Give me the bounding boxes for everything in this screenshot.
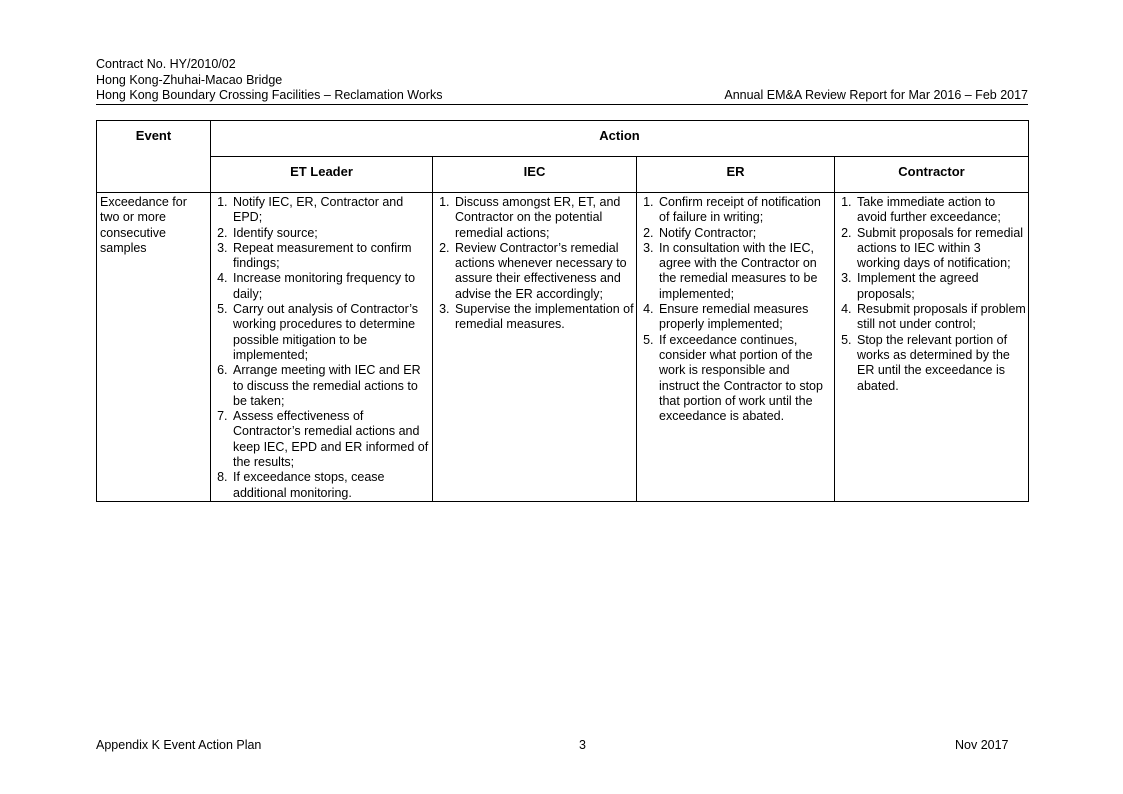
report-title: Annual EM&A Review Report for Mar 2016 – Feb 2017 [724, 88, 1028, 102]
table-header-row [97, 121, 1029, 157]
er-list [637, 193, 834, 424]
iec-list [433, 193, 636, 333]
list-item: 2. Submit proposals for remedial actions to IEC within 3 working days of notification; [855, 226, 1026, 272]
list-item: 5. If exceedance continues, consider what portion of the work is responsible and instruct the Contractor to stop that portion of work until the exceedance is abated. [657, 333, 832, 425]
list-item: 3. Implement the agreed proposals; [855, 271, 1026, 302]
list-item: 3. Repeat measurement to confirm findings; [231, 241, 430, 272]
project-name: Hong Kong-Zhuhai-Macao Bridge [96, 72, 283, 87]
contractor-list [835, 193, 1028, 394]
works-name: Hong Kong Boundary Crossing Facilities – Reclamation Works [96, 88, 443, 102]
list-item: 4. Ensure remedial measures properly implemented; [657, 302, 832, 333]
table-row [97, 193, 1029, 502]
table-subheader-row [97, 157, 1029, 193]
list-item: 2. Notify Contractor; [657, 226, 832, 241]
list-item: 6. Arrange meeting with IEC and ER to discuss the remedial actions to be taken; [231, 363, 430, 409]
iec-actions [433, 193, 637, 502]
et-leader-actions [211, 193, 433, 502]
list-item: 8. If exceedance stops, cease additional monitoring. [231, 470, 430, 501]
event-cell: Exceedance for two or more consecutive samples [97, 193, 211, 502]
header-divider [96, 104, 1028, 105]
list-item: 1. Take immediate action to avoid further exceedance; [855, 195, 1026, 226]
list-item: 4. Resubmit proposals if problem still not under control; [855, 302, 1026, 333]
er-header: ER [637, 157, 835, 193]
action-column-header: Action [211, 121, 1029, 157]
event-action-table [96, 120, 1029, 502]
page-header [96, 57, 1028, 104]
et-leader-list [211, 193, 432, 501]
event-column-header: Event [97, 121, 211, 193]
list-item: 1. Confirm receipt of notification of failure in writing; [657, 195, 832, 226]
iec-header: IEC [433, 157, 637, 193]
footer-date: Nov 2017 [955, 738, 1009, 752]
contractor-header: Contractor [835, 157, 1029, 193]
list-item: 1. Notify IEC, ER, Contractor and EPD; [231, 195, 430, 226]
list-item: 3. Supervise the implementation of remedial measures. [453, 302, 634, 333]
contract-number: Contract No. HY/2010/02 [96, 57, 236, 71]
list-item: 4. Increase monitoring frequency to daily; [231, 271, 430, 302]
list-item: 5. Carry out analysis of Contractor’s working procedures to determine possible mitigation to be implemented; [231, 302, 430, 363]
list-item: 7. Assess effectiveness of Contractor’s remedial actions and keep IEC, EPD and ER informed of the results; [231, 409, 430, 470]
contractor-actions [835, 193, 1029, 502]
list-item: 2. Identify source; [231, 226, 430, 241]
er-actions [637, 193, 835, 502]
list-item: 5. Stop the relevant portion of works as determined by the ER until the exceedance is abated. [855, 333, 1026, 394]
list-item: 2. Review Contractor’s remedial actions whenever necessary to assure their effectiveness and advise the ER accordingly; [453, 241, 634, 302]
et-leader-header: ET Leader [211, 157, 433, 193]
list-item: 3. In consultation with the IEC, agree with the Contractor on the remedial measures to be implemented; [657, 241, 832, 302]
footer-title: Appendix K Event Action Plan [96, 738, 262, 752]
page-number: 3 [579, 738, 586, 752]
list-item: 1. Discuss amongst ER, ET, and Contractor on the potential remedial actions; [453, 195, 634, 241]
